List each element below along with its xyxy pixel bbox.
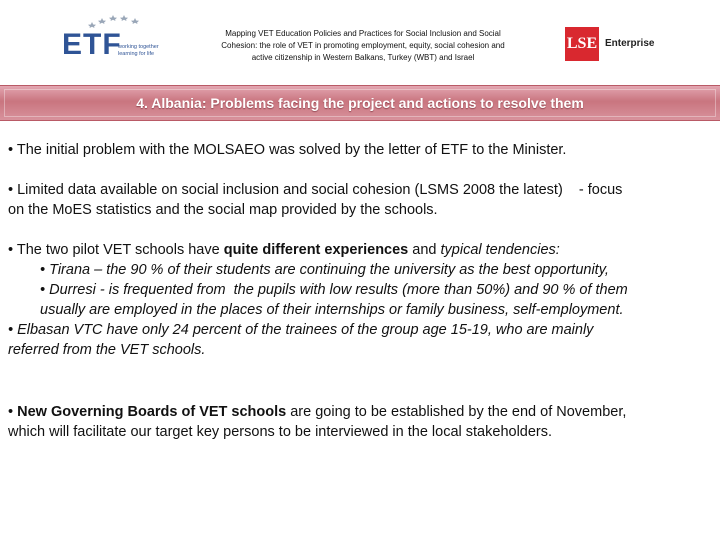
- bullet-3-italic: typical tendencies:: [440, 242, 560, 258]
- etf-wordmark: ETF: [62, 28, 122, 61]
- bullet-4: [8, 402, 713, 422]
- bullet-4-line-2: which will facilitate our target key persons to be interviewed in the local stakeholders.: [8, 424, 553, 440]
- bullet-elbasan-line-2: referred from the VET schools.: [8, 342, 206, 358]
- lse-logo: LSE: [565, 27, 599, 61]
- slide-title-banner: [0, 85, 720, 121]
- header-title-line: active citizenship in Western Balkans, Turkey (WBT) and Israel: [251, 53, 475, 62]
- bullet-2-line-2: on the MoES statistics and the social map provided by the schools.: [8, 202, 438, 218]
- etf-logo: [58, 14, 168, 66]
- bullet-3: [8, 240, 713, 260]
- bullet-1: • The initial problem with the MOLSAEO was solved by the letter of ETF to the Minister.: [8, 142, 567, 158]
- etf-tagline: working together learning for life: [118, 44, 159, 57]
- bullet-4-rest: are going to be established by the end of November,: [286, 404, 627, 420]
- bullet-4-bold: New Governing Boards of VET schools: [17, 404, 287, 420]
- bullet-3-mid: and: [408, 242, 441, 258]
- slide-title: 4. Albania: Problems facing the project and actions to resolve them: [4, 89, 716, 117]
- bullet-elbasan-line-1: • Elbasan VTC have only 24 percent of the trainees of the group age 15-19, who are mainly: [8, 322, 594, 338]
- header-title-line: Cohesion: the role of VET in promoting employment, equity, social cohesion and: [221, 41, 505, 50]
- sub-bullet-tirana: • Tirana – the 90 % of their students are continuing the university as the best opportunity,: [40, 262, 609, 278]
- bullet-2-line-1: • Limited data available on social inclusion and social cohesion (LSMS 2008 the latest) - focus: [8, 182, 623, 198]
- bullet-4-lead: •: [8, 404, 18, 420]
- slide-body: [8, 140, 713, 442]
- sub-bullet-durresi-line-1: • Durresi - is frequented from the pupils with low results (more than 50%) and 90 % of them: [40, 282, 628, 298]
- eu-stars-icon: [86, 14, 146, 28]
- sub-bullet-durresi-line-2: usually are employed in the places of their internships or family business, self-employment.: [40, 302, 624, 318]
- bullet-3-lead: • The two pilot VET schools have: [8, 242, 224, 258]
- header-title-line: Mapping VET Education Policies and Practices for Social Inclusion and Social: [225, 29, 501, 38]
- lse-enterprise-label: Enterprise: [605, 38, 655, 49]
- bullet-3-bold: quite different experiences: [223, 242, 409, 258]
- header-title: [188, 28, 538, 64]
